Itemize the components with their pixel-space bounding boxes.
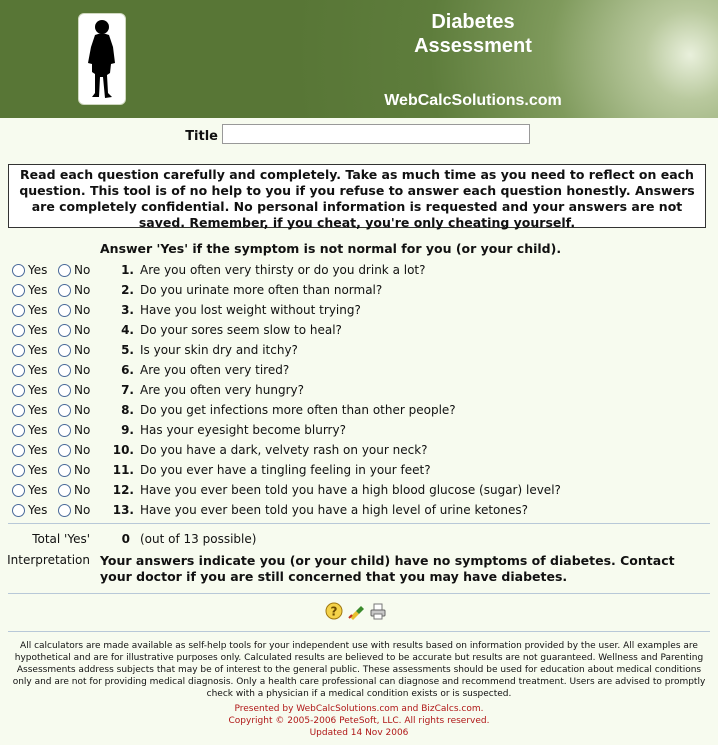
no-label: No [74, 483, 91, 497]
question-row [0, 441, 718, 461]
question-text: Have you lost weight without trying? [140, 303, 361, 317]
question-text: Have you ever been told you have a high level of urine ketones? [140, 503, 529, 517]
total-value: 0 [121, 532, 130, 546]
title-input[interactable] [222, 124, 530, 144]
toolbar-icons [325, 602, 395, 622]
question-text: Do you urinate more often than normal? [140, 283, 383, 297]
no-label: No [74, 443, 91, 457]
no-radio[interactable] [58, 264, 71, 277]
question-row [0, 401, 718, 421]
help-icon[interactable] [325, 602, 343, 620]
question-row [0, 301, 718, 321]
no-radio[interactable] [58, 364, 71, 377]
question-number: 10. [112, 443, 134, 457]
yes-label: Yes [28, 503, 48, 517]
question-row [0, 381, 718, 401]
yes-label: Yes [28, 463, 48, 477]
question-row [0, 421, 718, 441]
question-text: Is your skin dry and itchy? [140, 343, 298, 357]
site-name: WebCalcSolutions.com [384, 92, 562, 109]
question-row [0, 281, 718, 301]
yes-radio[interactable] [12, 304, 25, 317]
question-number: 2. [121, 283, 134, 297]
question-text: Have you ever been told you have a high blood glucose (sugar) level? [140, 483, 561, 497]
question-text: Do your sores seem slow to heal? [140, 323, 342, 337]
instructions-notice: Read each question carefully and completely. Take as much time as you need to reflect on each question. This tool is of no help to you if you refuse to answer each question honestly. Answers are completely confidential. No personal information is requested and your answers are not saved. Remember, if you cheat, you're only cheating yourself. [8, 164, 706, 228]
question-text: Do you have a dark, velvety rash on your neck? [140, 443, 428, 457]
logo [78, 13, 126, 105]
divider [8, 631, 710, 632]
total-note: (out of 13 possible) [140, 532, 257, 546]
no-radio[interactable] [58, 444, 71, 457]
clear-icon[interactable] [347, 602, 365, 620]
question-row [0, 481, 718, 501]
total-label: Total 'Yes' [32, 532, 90, 546]
disclaimer: All calculators are made available as self-help tools for your independent use with results based on information provided by the user. All examples are hypothetical and are for illustrative purposes only. Calculated results are believed to be accurate but results are not guaranteed. Wellness and Parenting Assessments address subjects that may be of interest to the general public. These assessments should be used for education about medical conditions only and are not for providing medical diagnosis. Only a health care professional can diagnose and recommend treatment. Users are advised to promptly check with a physician if a medical condition exists or is suspected. [12, 641, 706, 699]
question-text: Are you often very hungry? [140, 383, 304, 397]
svg-text:?: ? [330, 604, 338, 619]
header-banner [0, 0, 718, 118]
no-radio[interactable] [58, 404, 71, 417]
yes-label: Yes [28, 363, 48, 377]
no-radio[interactable] [58, 464, 71, 477]
yes-label: Yes [28, 403, 48, 417]
yes-radio[interactable] [12, 404, 25, 417]
yes-radio[interactable] [12, 484, 25, 497]
no-radio[interactable] [58, 484, 71, 497]
no-radio[interactable] [58, 344, 71, 357]
yes-label: Yes [28, 323, 48, 337]
yes-radio[interactable] [12, 504, 25, 517]
app-title: Diabetes Assessment [414, 11, 532, 57]
question-row [0, 261, 718, 281]
question-number: 13. [112, 503, 134, 517]
footer-updated: Updated 14 Nov 2006 [309, 728, 409, 738]
yes-label: Yes [28, 343, 48, 357]
footer-presented: Presented by WebCalcSolutions.com and BizCalcs.com. [234, 704, 484, 714]
no-radio[interactable] [58, 384, 71, 397]
yes-label: Yes [28, 383, 48, 397]
no-radio[interactable] [58, 424, 71, 437]
question-text: Has your eyesight become blurry? [140, 423, 346, 437]
yes-label: Yes [28, 483, 48, 497]
no-label: No [74, 323, 91, 337]
no-label: No [74, 423, 91, 437]
footer [0, 703, 718, 739]
yes-radio[interactable] [12, 464, 25, 477]
title-label: Title [185, 129, 218, 144]
no-label: No [74, 303, 91, 317]
yes-radio[interactable] [12, 264, 25, 277]
yes-label: Yes [28, 283, 48, 297]
yes-radio[interactable] [12, 424, 25, 437]
question-row [0, 501, 718, 521]
no-label: No [74, 363, 91, 377]
question-number: 12. [112, 483, 134, 497]
yes-radio[interactable] [12, 344, 25, 357]
yes-label: Yes [28, 443, 48, 457]
question-text: Do you get infections more often than other people? [140, 403, 456, 417]
yes-radio[interactable] [12, 284, 25, 297]
no-label: No [74, 383, 91, 397]
answer-instruction: Answer 'Yes' if the symptom is not normal for you (or your child). [100, 241, 562, 256]
question-text: Are you often very tired? [140, 363, 290, 377]
no-radio[interactable] [58, 304, 71, 317]
no-radio[interactable] [58, 324, 71, 337]
question-number: 9. [121, 423, 134, 437]
no-radio[interactable] [58, 284, 71, 297]
question-number: 3. [121, 303, 134, 317]
question-number: 8. [121, 403, 134, 417]
child-silhouette-icon [83, 17, 121, 101]
yes-radio[interactable] [12, 324, 25, 337]
interpretation-label: Interpretation [7, 553, 90, 567]
no-radio[interactable] [58, 504, 71, 517]
yes-radio[interactable] [12, 444, 25, 457]
no-label: No [74, 343, 91, 357]
divider [8, 593, 710, 594]
no-label: No [74, 403, 91, 417]
question-number: 6. [121, 363, 134, 377]
question-number: 7. [121, 383, 134, 397]
yes-label: Yes [28, 303, 48, 317]
question-row [0, 461, 718, 481]
question-number: 11. [112, 463, 134, 477]
question-number: 1. [121, 263, 134, 277]
divider [8, 523, 710, 524]
no-label: No [74, 283, 91, 297]
question-number: 4. [121, 323, 134, 337]
question-number: 5. [121, 343, 134, 357]
question-text: Are you often very thirsty or do you drink a lot? [140, 263, 426, 277]
interpretation-text: Your answers indicate you (or your child) have no symptoms of diabetes. Contact your doctor if you are still concerned that you may have diabetes. [100, 553, 675, 584]
question-row [0, 341, 718, 361]
yes-radio[interactable] [12, 364, 25, 377]
question-row [0, 321, 718, 341]
footer-copyright: Copyright © 2005-2006 PeteSoft, LLC. All rights reserved. [228, 716, 490, 726]
question-text: Do you ever have a tingling feeling in your feet? [140, 463, 431, 477]
no-label: No [74, 263, 91, 277]
question-row [0, 361, 718, 381]
yes-label: Yes [28, 423, 48, 437]
yes-radio[interactable] [12, 384, 25, 397]
no-label: No [74, 463, 91, 477]
print-icon[interactable] [369, 602, 387, 620]
yes-label: Yes [28, 263, 48, 277]
no-label: No [74, 503, 91, 517]
